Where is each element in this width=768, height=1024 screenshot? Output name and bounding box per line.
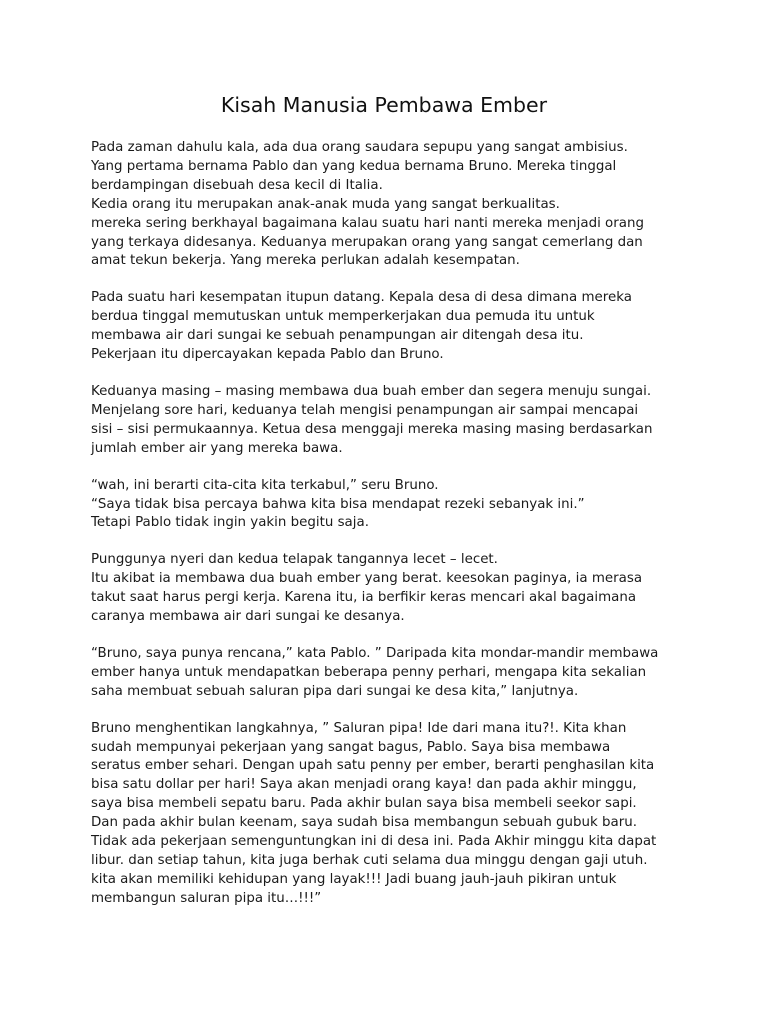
paragraph — [91, 477, 691, 534]
text-line: seratus ember sehari. Dengan upah satu penny per ember, berarti penghasilan kita — [91, 758, 655, 774]
text-line: Kedia orang itu merupakan anak-anak muda yang sangat berkualitas. — [91, 196, 560, 212]
text-line: saha membuat sebuah saluran pipa dari sungai ke desa kita,” lanjutnya. — [91, 683, 579, 699]
text-line: jumlah ember air yang mereka bawa. — [91, 440, 343, 456]
text-line: Pada zaman dahulu kala, ada dua orang saudara sepupu yang sangat ambisius. — [91, 140, 628, 155]
text-line: Dan pada akhir bulan keenam, saya sudah bisa membangun sebuah gubuk baru. — [91, 815, 637, 831]
text-line: membangun saluran pipa itu…!!!” — [91, 890, 322, 906]
text-line: bisa satu dollar per hari! Saya akan menjadi orang kaya! dan pada akhir minggu, — [91, 777, 637, 793]
text-line: Pada suatu hari kesempatan itupun datang. Kepala desa di desa dimana mereka — [91, 290, 632, 306]
paragraph — [91, 383, 691, 459]
text-line: ember hanya untuk mendapatkan beberapa penny perhari, mengapa kita sekalian — [91, 664, 647, 680]
text-line: “wah, ini berarti cita-cita kita terkabul,” seru Bruno. — [91, 477, 439, 493]
text-line: Tidak ada pekerjaan semenguntungkan ini di desa ini. Pada Akhir minggu kita dapat — [91, 834, 657, 850]
text-line: sisi – sisi permukaannya. Ketua desa menggaji mereka masing masing berdasarkan — [91, 421, 653, 437]
text-line: yang terkaya didesanya. Keduanya merupakan orang yang sangat cemerlang dan — [91, 234, 643, 250]
document-body — [91, 139, 691, 927]
document-title: Kisah Manusia Pembawa Ember — [220, 93, 548, 117]
paragraph — [91, 645, 691, 702]
text-line: caranya membawa air dari sungai ke desanya. — [91, 609, 405, 625]
text-line: “Bruno, saya punya rencana,” kata Pablo. ” Daripada kita mondar-mandir membawa — [91, 645, 659, 661]
text-line: saya bisa membeli sepatu baru. Pada akhir bulan saya bisa membeli seekor sapi. — [91, 796, 637, 812]
paragraph — [91, 139, 691, 271]
paragraph — [91, 289, 691, 365]
text-line: Keduanya masing – masing membawa dua buah ember dan segera menuju sungai. — [91, 383, 652, 399]
text-line: Itu akibat ia membawa dua buah ember yang berat. keesokan paginya, ia merasa — [91, 571, 643, 587]
text-line: Bruno menghentikan langkahnya, ” Saluran pipa! Ide dari mana itu?!. Kita khan — [91, 720, 627, 736]
paragraph — [91, 551, 691, 627]
text-line: amat tekun bekerja. Yang mereka perlukan adalah kesempatan. — [91, 253, 520, 269]
text-line: kita akan memiliki kehidupan yang layak!!! Jadi buang jauh-jauh pikiran untuk — [91, 871, 617, 887]
text-line: Menjelang sore hari, keduanya telah mengisi penampungan air sampai mencapai — [91, 402, 639, 418]
text-line: Pekerjaan itu dipercayakan kepada Pablo dan Bruno. — [91, 347, 444, 363]
text-line: libur. dan setiap tahun, kita juga berhak cuti selama dua minggu dengan gaji utuh. — [91, 853, 648, 868]
text-line: sudah mempunyai pekerjaan yang sangat bagus, Pablo. Saya bisa membawa — [91, 739, 611, 755]
paragraph — [91, 720, 691, 909]
text-line: mereka sering berkhayal bagaimana kalau suatu hari nanti mereka menjadi orang — [91, 215, 644, 231]
text-line: berdampingan disebuah desa kecil di Italia. — [91, 177, 383, 193]
text-line: “Saya tidak bisa percaya bahwa kita bisa mendapat rezeki sebanyak ini.” — [91, 496, 585, 512]
text-line: berdua tinggal memutuskan untuk memperkerjakan dua pemuda itu untuk — [91, 309, 595, 325]
text-line: Punggunya nyeri dan kedua telapak tangannya lecet – lecet. — [91, 552, 498, 568]
text-line: takut saat harus pergi kerja. Karena itu, ia berfikir keras mencari akal bagaimana — [91, 590, 637, 606]
text-line: Tetapi Pablo tidak ingin yakin begitu saja. — [91, 515, 369, 531]
text-line: membawa air dari sungai ke sebuah penampungan air ditengah desa itu. — [91, 328, 584, 344]
text-line: Yang pertama bernama Pablo dan yang kedua bernama Bruno. Mereka tinggal — [91, 158, 617, 174]
